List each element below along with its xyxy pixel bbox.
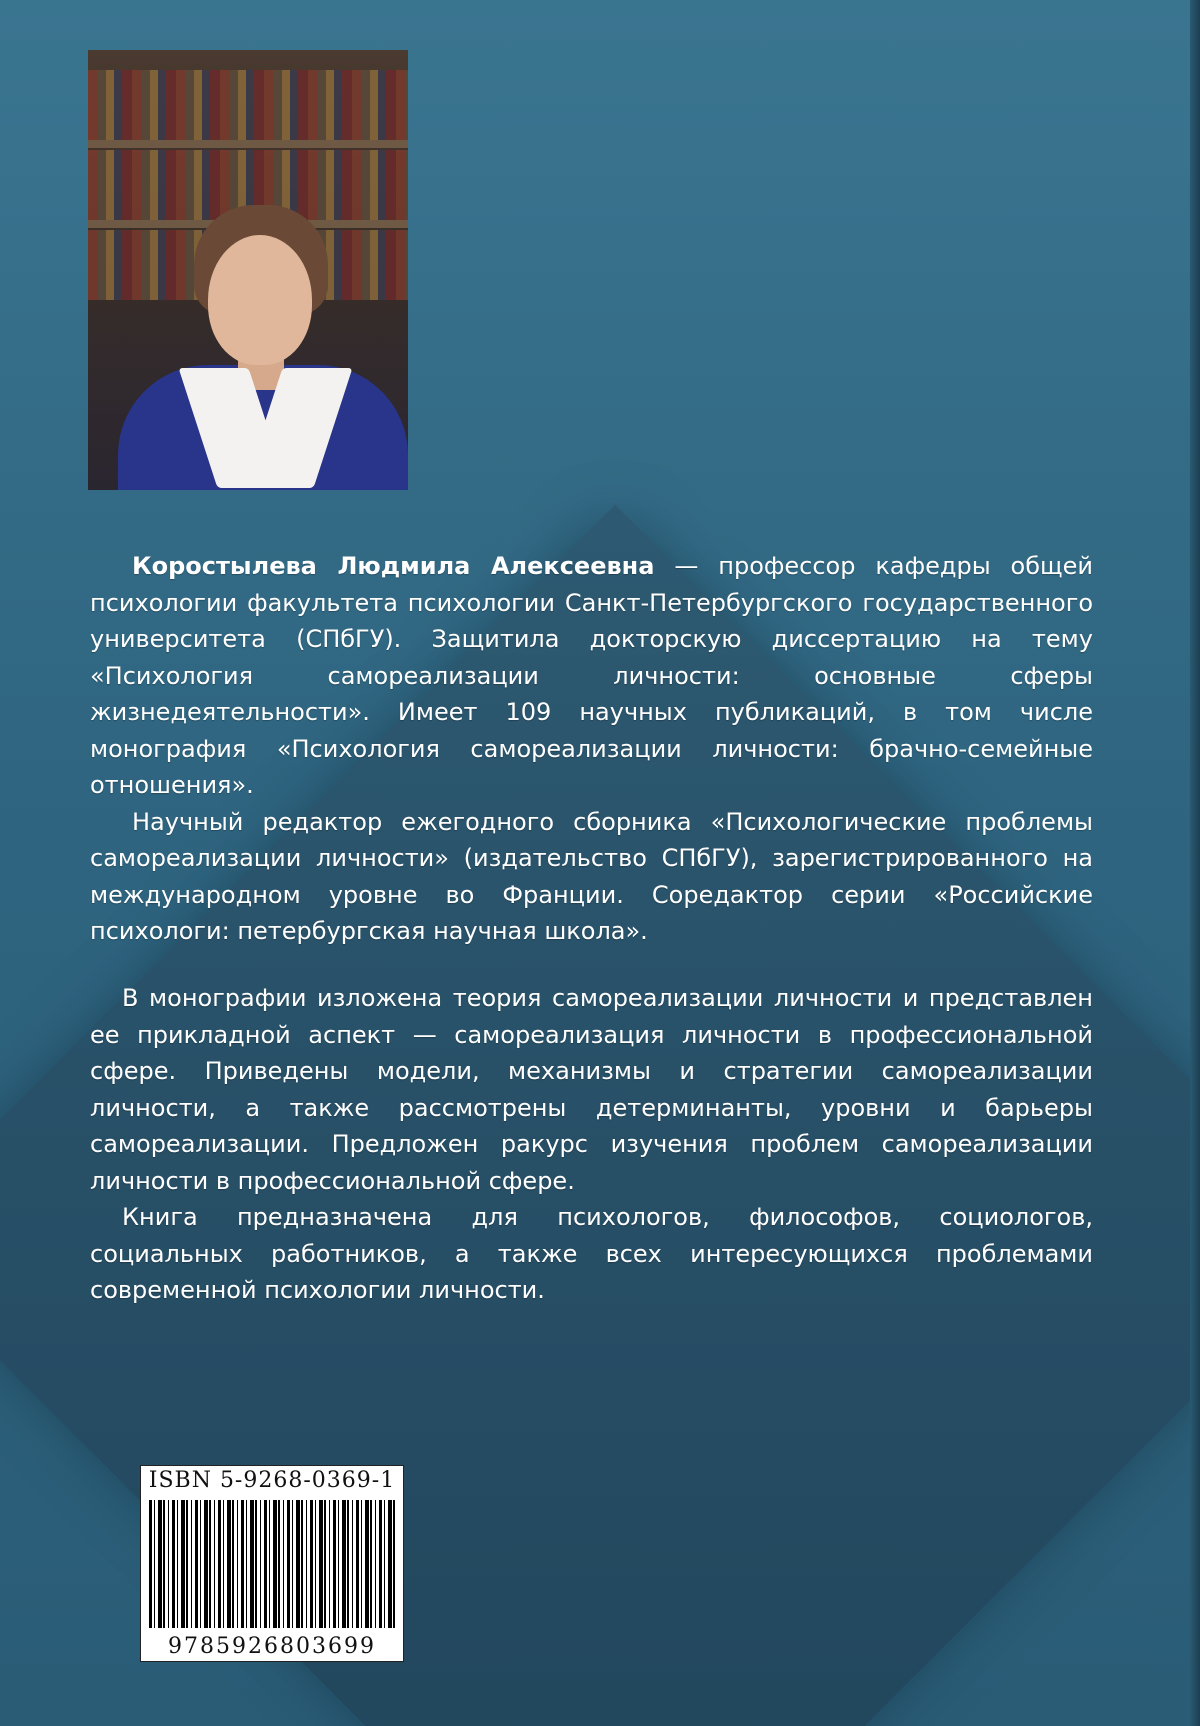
book-annotation [90, 980, 1093, 1309]
annotation-paragraph-1: В монографии изложена теория самореализации личности и представлен ее прикладной аспект — самореализация личности в профессиональной сфере. Приведены модели, механизмы и стратегии самореализации личности, а также рассмотрены детерминанты, уровни и барьеры самореализации. Предложен ракурс изучения проблем самореализации личности в профессиональной сфере. [90, 984, 1093, 1195]
author-bio [90, 548, 1093, 950]
isbn-barcode [140, 1465, 404, 1662]
barcode-bars [149, 1500, 395, 1628]
bookshelf-row [88, 70, 408, 140]
author-name: Коростылева Людмила Алексеевна [132, 552, 655, 580]
isbn-number: ISBN 5-9268-0369-1 [148, 1468, 396, 1493]
author-face [208, 235, 312, 365]
shelf-board [88, 140, 408, 148]
spine-edge [1190, 0, 1200, 1726]
ean-number: 9785926803699 [168, 1634, 376, 1659]
author-bio-paragraph [90, 548, 1093, 804]
author-photo [88, 50, 408, 490]
annotation-paragraph-2: Книга предназначена для психологов, философов, социологов, социальных работников, а также всех интересующихся проблемами современной психологии личности. [90, 1203, 1093, 1304]
author-bio-editor-paragraph: Научный редактор ежегодного сборника «Психологические проблемы самореализации личности» (издательство СПбГУ), зарегистрированного на международном уровне во Франции. Соредактор серии «Российские психологи: петербургская научная школа». [90, 807, 1093, 945]
author-bio-text: — профессор кафедры общей психологии факультета психологии Санкт-Петербургского государственного университета (СПбГУ). Защитила докторскую диссертацию на тему «Психология самореализации личности: основные сферы жизнедеятельности». Имеет 109 научных публикаций, в том числе монография «Психология самореализации личности: брачно-семейные отношения». [90, 552, 1094, 799]
